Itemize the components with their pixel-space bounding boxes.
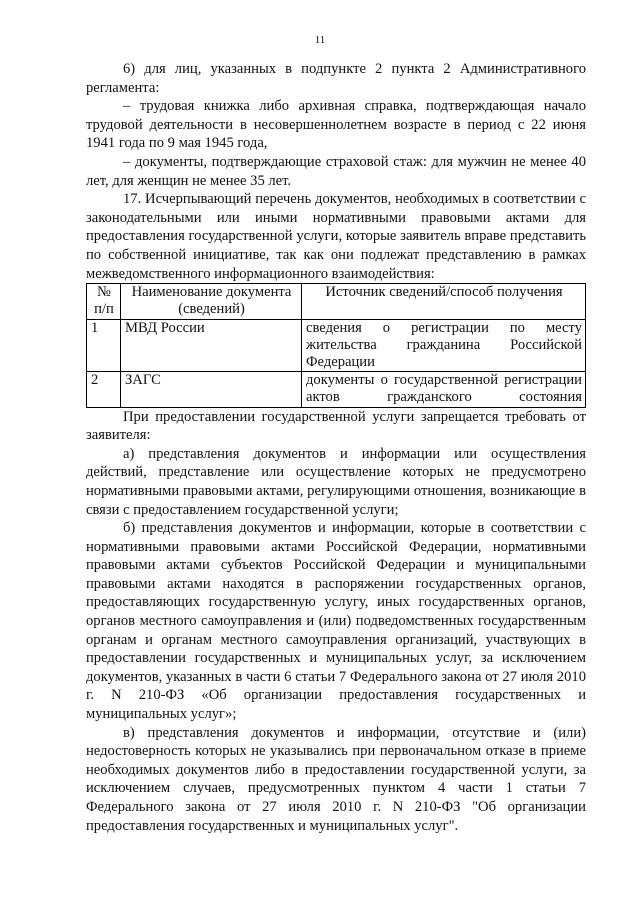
header-source: Источник сведений/способ получения — [302, 284, 586, 319]
row-document-name: МВД России — [121, 319, 302, 372]
paragraph-prohibited-intro: При предоставлении государственной услуги запрещается требовать от заявителя: — [86, 408, 586, 444]
header-document-name: Наименование документа (сведений) — [121, 284, 302, 319]
row-source — [302, 372, 586, 407]
paragraph-prohibited-a: а) представления документов и информации или осуществления действий, представление или осуществление которых не предусмотрено нормативными правовыми актами, регулирующими отношения, возникающие в связи с предоставлением государственной услуги; — [86, 445, 586, 518]
header-number: № п/п — [87, 284, 121, 319]
row-source-text: сведения о регистрации по месту жительства гражданина Российской Федерации — [306, 319, 582, 370]
paragraph-subitem-6: 6) для лиц, указанных в подпункте 2 пункта 2 Административного регламента: — [86, 61, 586, 96]
paragraph-labor-book: – трудовая книжка либо архивная справка, подтверждающая начало трудовой деятельности в несовершеннолетнем возрасте в период с 22 июня 1941 года по 9 мая 1945 года, — [86, 98, 586, 152]
paragraph-item-17: 17. Исчерпывающий перечень документов, необходимых в соответствии с законодательными или иными нормативными правовыми актами для предоставления государственной услуги, которые заявитель вправе представить по собственной инициативе, так как они подлежат представлению в рамках межведомственного информационного взаимодействия: — [86, 191, 586, 282]
paragraph-prohibited-c: в) представления документов и информации, отсутствие и (или) недостоверность которых не указывались при первоначальном отказе в приеме необходимых документов либо в предоставлении государственной услуги, за исключением случаев, предусмотренных пунктом 4 части 1 статьи 7 Федерального закона от 27 июля 2010 г. N 210-ФЗ "Об организации предоставления государственных и муниципальных услуг". — [86, 724, 586, 834]
page-number: 11 — [314, 34, 326, 46]
row-source-text: документы о государственной регистрации актов гражданского состояния — [306, 372, 582, 406]
documents-table — [86, 283, 586, 407]
document-body — [86, 60, 586, 835]
table-row — [87, 319, 586, 372]
row-number: 2 — [87, 372, 121, 407]
paragraph-insurance-experience: – документы, подтверждающие страховой стаж: для мужчин не менее 40 лет, для женщин не менее 35 лет. — [86, 153, 586, 189]
table-row — [87, 372, 586, 407]
row-source — [302, 319, 586, 372]
row-number: 1 — [87, 319, 121, 372]
table-header-row — [87, 284, 586, 319]
paragraph-prohibited-b: б) представления документов и информации, которые в соответствии с нормативными правовыми актами Российской Федерации, нормативными правовыми актами субъектов Российской Федерации и муниципальными правовыми актами находятся в распоряжении государственных органов, предоставляющих государственную услугу, иных государственных органов, органов местного самоуправления и (или) подведомственных государственным органам и органам местного самоуправления организаций, участвующих в предоставлении государственных и муниципальных услуг, за исключением документов, указанных в части 6 статьи 7 Федерального закона от 27 июля 2010 г. N 210-ФЗ «Об организации предоставления государственных и муниципальных услуг»; — [86, 520, 586, 723]
row-document-name: ЗАГС — [121, 372, 302, 407]
